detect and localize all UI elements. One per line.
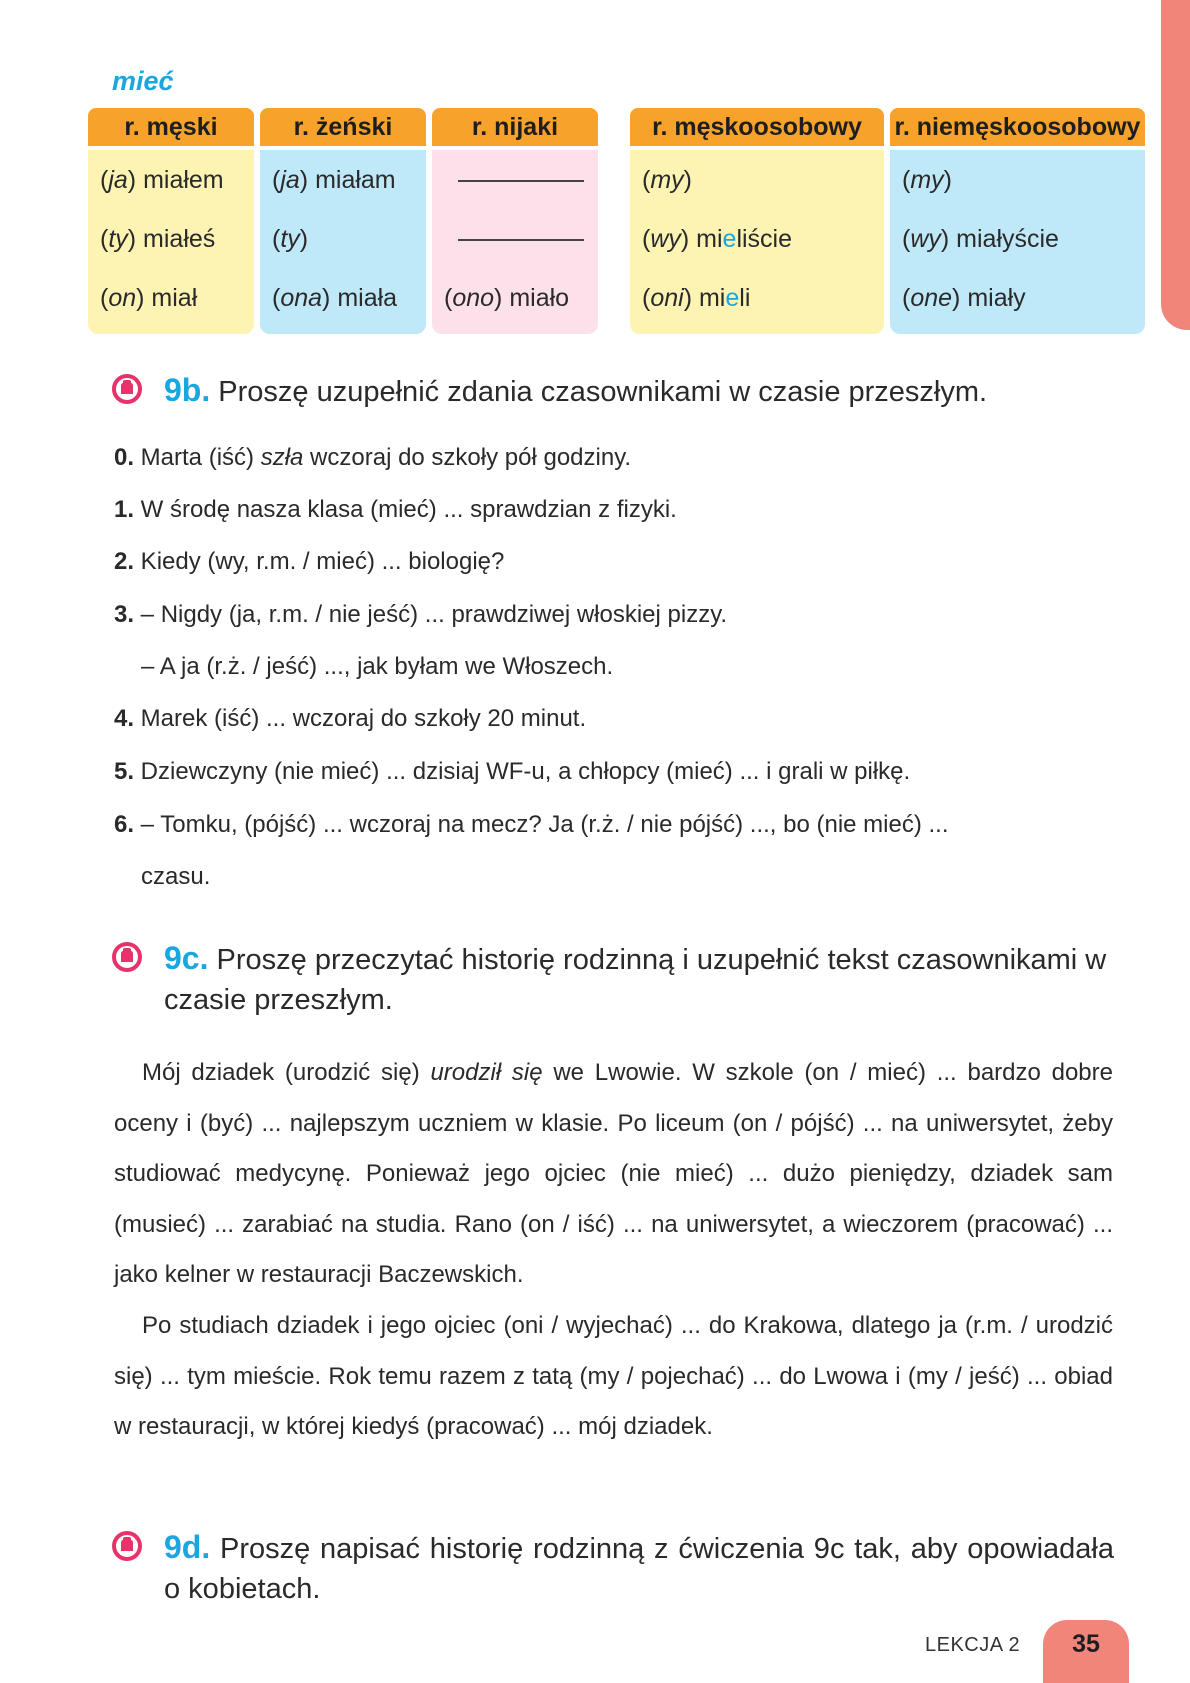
column-body [260, 150, 426, 334]
story-paragraph-2: Po studiach dziadek i jego ojciec (oni / wyjechać) ... do Krakowa, dlatego ja (r.m. / urodzić się) ... tym mieście. Rok temu razem z tatą (my / pojechać) ... do Lwowa i (my / jeść) ... obiad w restauracji, w której kiedyś (pracować) ... mój dziadek. [114, 1312, 1113, 1440]
column-virile [630, 108, 884, 334]
table-cell: (ona) miała [272, 284, 398, 312]
exercise-line: 2. Kiedy (wy, r.m. / mieć) ... biologię? [114, 548, 505, 575]
table-cell: (ono) miało [444, 284, 570, 312]
table-cell: (my) [642, 166, 692, 194]
column-header: r. niemęskoosobowy [890, 108, 1145, 146]
story-paragraph-1: Mój dziadek (urodzić się) urodził się we Lwowie. W szkole (on / mieć) ... bardzo dobre oceny i (być) ... najlepszym uczniem w klasie. Po liceum (on / pójść) ... na uniwersytet, żeby studiować medycynę. Ponieważ jego ojciec (nie mieć) ... dużo pieniędzy, dziadek sam (musieć) ... zarabiać na studia. Rano (on / iść) ... na uniwersytet, a wieczorem (pracować) ... jako kelner w restauracji Baczewskich. [114, 1059, 1113, 1288]
exercise-title: Proszę uzupełnić zdania czasownikami w czasie przeszłym. [210, 376, 988, 408]
exercise-number: 9d. [164, 1529, 211, 1565]
exercise-line: – A ja (r.ż. / jeść) ..., jak byłam we Włoszech. [141, 653, 614, 680]
table-cell: (ja) miałam [272, 166, 396, 194]
lesson-label: LEKCJA 2 [925, 1634, 1021, 1656]
exercise-line: 0. Marta (iść) szła wczoraj do szkoły pół godziny. [114, 444, 632, 471]
exercise-title: Proszę napisać historię rodzinną z ćwiczenia 9c tak, aby opowiadała o kobietach. [164, 1533, 1114, 1605]
exercise-line: 1. W środę nasza klasa (mieć) ... sprawdzian z fizyki. [114, 496, 677, 523]
column-header: r. żeński [260, 108, 426, 146]
table-cell-blank [432, 152, 598, 211]
exercise-number: 9b. [164, 372, 211, 408]
exercise-line: 4. Marek (iść) ... wczoraj do szkoły 20 minut. [114, 705, 587, 732]
table-cell: (ty) [272, 225, 309, 253]
hand-raise-icon [112, 942, 142, 972]
column-header: r. męski [88, 108, 254, 146]
exercise-line: 6. – Tomku, (pójść) ... wczoraj na mecz? Ja (r.ż. / nie pójść) ..., bo (nie mieć) ... [114, 811, 949, 838]
page-number-tab [1043, 1620, 1129, 1683]
column-body [432, 150, 598, 334]
table-cell: (one) miały [902, 284, 1026, 312]
column-nonvirile [890, 108, 1145, 334]
column-body [890, 150, 1145, 334]
chapter-side-tab [1161, 0, 1190, 330]
column-masculine [88, 108, 254, 334]
table-cell: (ja) miałem [100, 166, 224, 194]
exercise-line: 5. Dziewczyny (nie mieć) ... dzisiaj WF-u, a chłopcy (mieć) ... i grali w piłkę. [114, 758, 911, 785]
table-cell: (ty) miałeś [100, 225, 216, 253]
column-header: r. męskoosobowy [630, 108, 884, 146]
exercise-title: Proszę przeczytać historię rodzinną i uzupełnić tekst czasownikami w czasie przeszłym. [164, 944, 1107, 1016]
hand-raise-icon [112, 374, 142, 404]
table-cell-blank [432, 211, 598, 270]
exercise-line: czasu. [141, 863, 211, 890]
column-header: r. nijaki [432, 108, 598, 146]
hand-raise-icon [112, 1531, 142, 1561]
table-cell: (wy) miałyście [902, 225, 1059, 253]
blank-line [458, 152, 584, 182]
verb-title: mieć [112, 66, 174, 96]
table-cell: (wy) mieliście [642, 225, 793, 253]
column-feminine [260, 108, 426, 334]
column-body [630, 150, 884, 334]
page-number: 35 [1072, 1630, 1100, 1658]
exercise-9d-heading [112, 1527, 1114, 1609]
exercise-9c-heading [112, 938, 1117, 1020]
table-cell: (on) miał [100, 284, 198, 312]
column-body [88, 150, 254, 334]
exercise-number: 9c. [164, 940, 209, 976]
exercise-9b-heading [112, 370, 1112, 412]
table-cell: (my) [902, 166, 952, 194]
column-neuter [432, 108, 598, 334]
blank-line [458, 211, 584, 241]
table-cell: (oni) mieli [642, 284, 751, 312]
exercise-line: 3. – Nigdy (ja, r.m. / nie jeść) ... prawdziwej włoskiej pizzy. [114, 601, 728, 628]
